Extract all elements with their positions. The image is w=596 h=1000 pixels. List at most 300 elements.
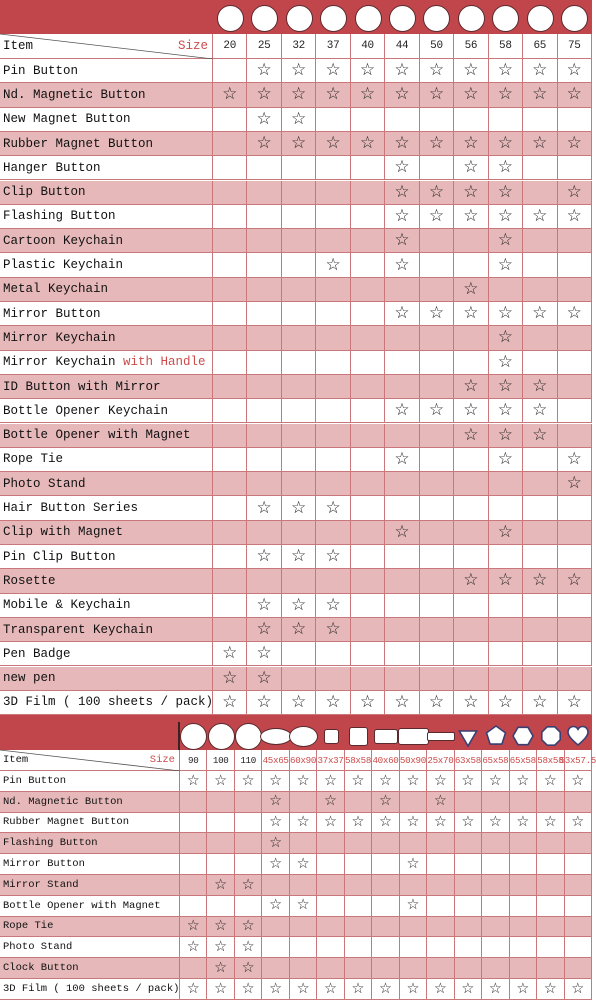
table1-cell bbox=[351, 521, 385, 545]
table1-cell bbox=[385, 424, 419, 448]
table1-size-4: 40 bbox=[351, 34, 385, 59]
table1-cell bbox=[454, 156, 488, 180]
table1-cell bbox=[316, 594, 350, 618]
table1-cell bbox=[316, 521, 350, 545]
table1-star-icon: ☆ bbox=[566, 570, 582, 591]
table2-cell bbox=[345, 937, 372, 958]
table1-row-label-text: Hair Button Series bbox=[3, 501, 139, 516]
table1-star-icon: ☆ bbox=[497, 691, 513, 712]
table2-cell bbox=[537, 813, 564, 834]
table1-cell bbox=[523, 59, 557, 83]
table1-cell bbox=[282, 205, 316, 229]
table2-row-label bbox=[0, 979, 180, 1000]
table1-cell bbox=[558, 496, 592, 520]
table2-size-10: 63x58 bbox=[455, 750, 482, 771]
table1-cell bbox=[351, 496, 385, 520]
table2-star-icon: ☆ bbox=[488, 814, 502, 831]
table1-cell bbox=[385, 83, 419, 107]
table1-cell bbox=[282, 472, 316, 496]
table1-cell bbox=[247, 108, 281, 132]
table1-cell bbox=[385, 667, 419, 691]
table1-row-label bbox=[0, 521, 213, 545]
table1-cell bbox=[351, 594, 385, 618]
table1-star-icon: ☆ bbox=[256, 546, 272, 567]
table2-row-label bbox=[0, 917, 180, 938]
table2-cell bbox=[317, 896, 344, 917]
table1-cell bbox=[385, 448, 419, 472]
table2-cell bbox=[345, 958, 372, 979]
table2-cell bbox=[537, 917, 564, 938]
table1-cell bbox=[489, 229, 523, 253]
table1-cell bbox=[282, 375, 316, 399]
table1-cell bbox=[247, 472, 281, 496]
table1-star-icon: ☆ bbox=[256, 619, 272, 640]
table1-cell bbox=[523, 399, 557, 423]
table1-cell bbox=[316, 278, 350, 302]
table1-row-label-suffix: with Handle bbox=[115, 355, 206, 370]
table2-cell bbox=[400, 854, 427, 875]
table2-star-icon: ☆ bbox=[296, 980, 310, 997]
table2-star-icon: ☆ bbox=[351, 814, 365, 831]
table2-cell bbox=[482, 979, 509, 1000]
table2-cell bbox=[427, 958, 454, 979]
table1-row-label-text: Mirror Button bbox=[3, 306, 101, 321]
table1-cell bbox=[420, 496, 454, 520]
table2-cell bbox=[372, 958, 399, 979]
table1-cell bbox=[489, 83, 523, 107]
table1-size-6: 50 bbox=[420, 34, 454, 59]
table1-star-icon: ☆ bbox=[463, 157, 479, 178]
table1-star-icon: ☆ bbox=[222, 691, 238, 712]
table1-cell bbox=[351, 375, 385, 399]
table2-cell bbox=[372, 937, 399, 958]
table1-cell bbox=[420, 399, 454, 423]
table2-cell bbox=[290, 833, 317, 854]
table1-cell bbox=[351, 326, 385, 350]
table2-cell bbox=[482, 813, 509, 834]
table1-cell bbox=[351, 181, 385, 205]
table2-shape-hexagon-icon bbox=[512, 725, 534, 747]
table2-cell bbox=[317, 813, 344, 834]
table1-cell bbox=[558, 253, 592, 277]
table1-star-icon: ☆ bbox=[497, 424, 513, 445]
table1-star-icon: ☆ bbox=[428, 303, 445, 324]
table2-cell bbox=[345, 854, 372, 875]
table1-cell bbox=[385, 302, 419, 326]
table2-cell bbox=[482, 875, 509, 896]
table1-star-icon: ☆ bbox=[325, 619, 341, 640]
table1-star-icon: ☆ bbox=[566, 60, 582, 81]
table1-row-label-text: Cartoon Keychain bbox=[3, 233, 124, 248]
table2-cell bbox=[537, 854, 564, 875]
table2-cell bbox=[180, 771, 207, 792]
table1-cell bbox=[316, 156, 350, 180]
table1-cell bbox=[558, 691, 592, 715]
table2-star-icon: ☆ bbox=[543, 814, 557, 831]
table1-cell bbox=[316, 472, 350, 496]
table1-cell bbox=[454, 618, 488, 642]
table1-cell bbox=[213, 59, 247, 83]
table2-row-label bbox=[0, 771, 180, 792]
table1-cell bbox=[385, 545, 419, 569]
table2-cell bbox=[207, 771, 234, 792]
table1-star-icon: ☆ bbox=[532, 691, 548, 712]
table1-cell bbox=[420, 205, 454, 229]
table2-cell bbox=[455, 771, 482, 792]
table1-cell bbox=[351, 253, 385, 277]
table1-star-icon: ☆ bbox=[359, 133, 376, 154]
table2-cell bbox=[235, 896, 262, 917]
table1-cell bbox=[489, 399, 523, 423]
table1-cell bbox=[282, 691, 316, 715]
table1-row-label-text: Transparent Keychain bbox=[3, 622, 154, 637]
table2-cell bbox=[290, 813, 317, 834]
table2-star-icon: ☆ bbox=[186, 980, 200, 997]
table1-row-label bbox=[0, 253, 213, 277]
table1-row-label-text: Photo Stand bbox=[3, 476, 86, 491]
table1-size-0: 20 bbox=[213, 34, 247, 59]
table1-star-icon: ☆ bbox=[428, 84, 445, 105]
table1-shape-circle-icon bbox=[527, 5, 554, 32]
table2-star-icon: ☆ bbox=[406, 897, 420, 914]
table1-cell bbox=[489, 132, 523, 156]
table2-cell bbox=[262, 979, 289, 1000]
table2-row-label-text: 3D Film ( 100 sheets / pack) bbox=[3, 982, 180, 995]
table2-star-icon: ☆ bbox=[269, 814, 283, 831]
table1-cell bbox=[523, 132, 557, 156]
table2-shape-heart-icon bbox=[567, 725, 589, 747]
table1-cell bbox=[454, 691, 488, 715]
table2-cell bbox=[427, 875, 454, 896]
table2-cell bbox=[180, 917, 207, 938]
table2-cell bbox=[207, 854, 234, 875]
table1-cell bbox=[523, 278, 557, 302]
table2-cell bbox=[262, 875, 289, 896]
table2-cell bbox=[372, 792, 399, 813]
table1-cell bbox=[351, 642, 385, 666]
table2-cell bbox=[317, 979, 344, 1000]
table2-cell bbox=[262, 813, 289, 834]
table1-cell bbox=[523, 424, 557, 448]
table1-cell bbox=[282, 521, 316, 545]
table2-star-icon: ☆ bbox=[351, 980, 365, 997]
table1-cell bbox=[385, 181, 419, 205]
table2-cell bbox=[317, 917, 344, 938]
table2-star-icon: ☆ bbox=[214, 939, 228, 956]
table2-cell bbox=[565, 813, 592, 834]
table1-cell bbox=[420, 618, 454, 642]
table2-cell bbox=[537, 875, 564, 896]
table2-cell bbox=[262, 833, 289, 854]
table2-shape-oval-icon bbox=[289, 726, 318, 747]
table2-star-icon: ☆ bbox=[269, 980, 283, 997]
table1-row-label-text: Bottle Opener with Magnet bbox=[3, 428, 191, 443]
table1-cell bbox=[489, 181, 523, 205]
table1-cell bbox=[558, 399, 592, 423]
table1-row-label-text: Pin Clip Button bbox=[3, 549, 116, 564]
table1-star-icon: ☆ bbox=[497, 133, 513, 154]
table2-row-label-text: Flashing Button bbox=[3, 837, 98, 850]
table2-star-icon: ☆ bbox=[324, 772, 338, 789]
table1-shape-circle-icon bbox=[492, 5, 519, 32]
table1-row-label bbox=[0, 108, 213, 132]
table2-cell bbox=[427, 813, 454, 834]
table2-cell bbox=[207, 875, 234, 896]
table1-cell bbox=[489, 496, 523, 520]
table1-row-label bbox=[0, 59, 213, 83]
table1-cell bbox=[351, 59, 385, 83]
table1-star-icon: ☆ bbox=[497, 448, 513, 469]
table1-cell bbox=[489, 569, 523, 593]
table1-cell bbox=[523, 521, 557, 545]
table1-star-icon: ☆ bbox=[566, 181, 582, 202]
table1-row-label bbox=[0, 375, 213, 399]
table1-star-icon: ☆ bbox=[428, 60, 445, 81]
table2-cell bbox=[180, 792, 207, 813]
table1-cell bbox=[523, 205, 557, 229]
table1-star-icon: ☆ bbox=[394, 133, 410, 154]
table2-cell bbox=[180, 896, 207, 917]
table2-shape-square-icon bbox=[349, 727, 368, 746]
table1-cell bbox=[489, 642, 523, 666]
table1-cell bbox=[351, 351, 385, 375]
table1-star-icon: ☆ bbox=[359, 60, 376, 81]
table1-cell bbox=[351, 132, 385, 156]
table2-size-3: 45x65 bbox=[262, 750, 289, 771]
table2-star-icon: ☆ bbox=[186, 772, 200, 789]
table1-cell bbox=[558, 424, 592, 448]
table1-row-label bbox=[0, 278, 213, 302]
table2-cell bbox=[317, 875, 344, 896]
table2-cell bbox=[455, 792, 482, 813]
table1-cell bbox=[282, 642, 316, 666]
table1-cell bbox=[247, 326, 281, 350]
table2-star-icon: ☆ bbox=[488, 772, 502, 789]
table1-cell bbox=[316, 618, 350, 642]
table1-size-8: 58 bbox=[489, 34, 523, 59]
table1-cell bbox=[454, 642, 488, 666]
table2-cell bbox=[482, 854, 509, 875]
table2-row-label bbox=[0, 792, 180, 813]
table2-star-icon: ☆ bbox=[241, 939, 255, 956]
table1-star-icon: ☆ bbox=[359, 691, 376, 712]
table1-cell bbox=[558, 156, 592, 180]
table1-star-icon: ☆ bbox=[325, 84, 341, 105]
table2-star-icon: ☆ bbox=[378, 793, 392, 810]
table1-cell bbox=[247, 569, 281, 593]
table2-cell bbox=[565, 896, 592, 917]
table2-star-icon: ☆ bbox=[543, 772, 557, 789]
table1-star-icon: ☆ bbox=[291, 497, 307, 518]
table2-cell bbox=[290, 792, 317, 813]
table1-star-icon: ☆ bbox=[325, 254, 341, 275]
table1-star-icon: ☆ bbox=[256, 108, 272, 129]
table1-cell bbox=[247, 59, 281, 83]
table1-cell bbox=[454, 326, 488, 350]
table1-cell bbox=[420, 521, 454, 545]
table1-row-label bbox=[0, 132, 213, 156]
table1-cell bbox=[558, 229, 592, 253]
table1-row-label bbox=[0, 618, 213, 642]
table1-row-label bbox=[0, 496, 213, 520]
table1-cell bbox=[351, 667, 385, 691]
table2-cell bbox=[180, 875, 207, 896]
table1-row-label-text: Mirror Keychain bbox=[3, 355, 116, 370]
table1-row-label bbox=[0, 424, 213, 448]
table2-star-icon: ☆ bbox=[214, 918, 228, 935]
table2-cell bbox=[207, 833, 234, 854]
table1-cell bbox=[558, 569, 592, 593]
table2-star-icon: ☆ bbox=[214, 980, 228, 997]
table1-cell bbox=[489, 521, 523, 545]
table1-star-icon: ☆ bbox=[566, 133, 582, 154]
table2-star-icon: ☆ bbox=[241, 980, 255, 997]
table1-star-icon: ☆ bbox=[394, 205, 410, 226]
table1-row-label-text: new pen bbox=[3, 671, 56, 686]
table1-cell bbox=[420, 83, 454, 107]
table2-cell bbox=[372, 896, 399, 917]
table1-star-icon: ☆ bbox=[291, 84, 307, 105]
table1-star-icon: ☆ bbox=[394, 691, 410, 712]
table2-cell bbox=[537, 771, 564, 792]
table1-star-icon: ☆ bbox=[497, 230, 513, 251]
table1-cell bbox=[420, 569, 454, 593]
table2-row-label-text: Nd. Magnetic Button bbox=[3, 795, 123, 808]
table2-cell bbox=[180, 979, 207, 1000]
table2-cell bbox=[400, 771, 427, 792]
table1-cell bbox=[489, 205, 523, 229]
table2-star-icon: ☆ bbox=[186, 939, 200, 956]
table2-size-header: Size bbox=[149, 754, 175, 767]
table1-star-icon: ☆ bbox=[463, 181, 479, 202]
table1-cell bbox=[385, 569, 419, 593]
table1-cell bbox=[351, 83, 385, 107]
table1-star-icon: ☆ bbox=[222, 84, 238, 105]
table2-cell bbox=[180, 833, 207, 854]
table2-shape-rect-icon bbox=[398, 728, 429, 745]
table1-cell bbox=[282, 594, 316, 618]
table1-cell bbox=[213, 83, 247, 107]
table1-cell bbox=[385, 618, 419, 642]
table1-cell bbox=[558, 472, 592, 496]
table1-cell bbox=[558, 545, 592, 569]
table1-cell bbox=[316, 448, 350, 472]
table2-cell bbox=[317, 771, 344, 792]
table2-cell bbox=[510, 917, 537, 938]
table1-star-icon: ☆ bbox=[325, 60, 341, 81]
table1-cell bbox=[282, 448, 316, 472]
table1-cell bbox=[282, 667, 316, 691]
table1-cell bbox=[351, 545, 385, 569]
table1-cell bbox=[454, 181, 488, 205]
table1-row-label bbox=[0, 181, 213, 205]
table1-cell bbox=[385, 132, 419, 156]
table1-cell bbox=[489, 667, 523, 691]
table1-cell bbox=[247, 375, 281, 399]
table1-cell bbox=[316, 302, 350, 326]
table2-star-icon: ☆ bbox=[214, 959, 228, 976]
table1-cell bbox=[316, 326, 350, 350]
table1-cell bbox=[282, 569, 316, 593]
table1-corner-header bbox=[0, 34, 213, 59]
table1-cell bbox=[316, 375, 350, 399]
table1-cell bbox=[247, 618, 281, 642]
table1-row-label-text: Mirror Keychain bbox=[3, 330, 116, 345]
table1-cell bbox=[247, 205, 281, 229]
table2-star-icon: ☆ bbox=[296, 897, 310, 914]
table1-cell bbox=[247, 156, 281, 180]
table2-star-icon: ☆ bbox=[433, 814, 447, 831]
table1-row-label-text: Metal Keychain bbox=[3, 282, 109, 297]
table2-cell bbox=[290, 875, 317, 896]
table1-cell bbox=[454, 351, 488, 375]
table2-row-label-text: Bottle Opener with Magnet bbox=[3, 899, 161, 912]
table2-cell bbox=[482, 833, 509, 854]
table2-shape-octagon-icon bbox=[540, 725, 562, 747]
table1-cell bbox=[558, 278, 592, 302]
table1-cell bbox=[316, 59, 350, 83]
table1-cell bbox=[351, 399, 385, 423]
table1-cell bbox=[489, 278, 523, 302]
table1-cell bbox=[351, 278, 385, 302]
table2-row-label-text: Rope Tie bbox=[3, 920, 54, 933]
table2-cell bbox=[400, 792, 427, 813]
table1-cell bbox=[282, 108, 316, 132]
table1-cell bbox=[351, 448, 385, 472]
table1-cell bbox=[282, 278, 316, 302]
table2-row-label-text: Pin Button bbox=[3, 774, 67, 787]
table1-cell bbox=[316, 667, 350, 691]
table1-star-icon: ☆ bbox=[291, 619, 307, 640]
table2-size-12: 65x58 bbox=[510, 750, 537, 771]
table2-star-icon: ☆ bbox=[269, 772, 283, 789]
table1-star-icon: ☆ bbox=[325, 594, 341, 615]
table2-cell bbox=[180, 854, 207, 875]
table2-row-label-text: Photo Stand bbox=[3, 941, 73, 954]
table2-cell bbox=[207, 917, 234, 938]
table2-cell bbox=[482, 771, 509, 792]
table1-cell bbox=[213, 642, 247, 666]
table1-cell bbox=[420, 302, 454, 326]
table2-cell bbox=[372, 854, 399, 875]
table1-star-icon: ☆ bbox=[566, 691, 582, 712]
table2-cell bbox=[537, 937, 564, 958]
table1-cell bbox=[213, 302, 247, 326]
table1-cell bbox=[523, 156, 557, 180]
table2-cell bbox=[455, 875, 482, 896]
table2-cell bbox=[427, 937, 454, 958]
table2-cell bbox=[510, 771, 537, 792]
table1-star-icon: ☆ bbox=[394, 230, 410, 251]
table2-cell bbox=[510, 833, 537, 854]
table2-cell bbox=[317, 937, 344, 958]
table1-cell bbox=[282, 545, 316, 569]
table2-cell bbox=[235, 833, 262, 854]
table1-row-label-text: Clip with Magnet bbox=[3, 525, 124, 540]
table1-cell bbox=[282, 326, 316, 350]
table2-cell bbox=[372, 917, 399, 938]
table2-cell bbox=[262, 937, 289, 958]
table1-cell bbox=[385, 59, 419, 83]
table2-cell bbox=[290, 854, 317, 875]
table2-cell bbox=[400, 813, 427, 834]
table1-cell bbox=[385, 399, 419, 423]
table1-star-icon: ☆ bbox=[497, 157, 513, 178]
table2-cell bbox=[537, 896, 564, 917]
table1-cell bbox=[523, 594, 557, 618]
table2-star-icon: ☆ bbox=[571, 772, 585, 789]
table1-cell bbox=[316, 83, 350, 107]
